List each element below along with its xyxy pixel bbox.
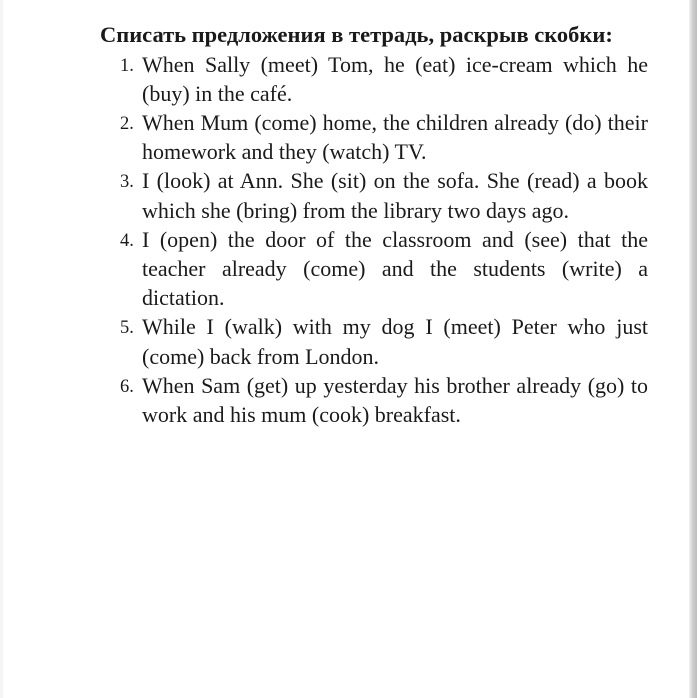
item-text: I (open) the door of the classroom and (see) that the teacher already (come) and the students (write) a dictation.: [142, 226, 648, 311]
item-number: 6.: [120, 376, 134, 397]
exercise-block: [100, 20, 648, 429]
item-number: 1.: [120, 55, 134, 76]
item-number: 2.: [120, 113, 134, 134]
exercise-item-2: [100, 108, 648, 166]
exercise-item-3: [100, 166, 648, 224]
item-text: When Mum (come) home, the children already (do) their homework and they (watch) TV.: [142, 109, 648, 165]
exercise-list: [100, 50, 648, 430]
exercise-item-4: [100, 225, 648, 313]
item-text: When Sally (meet) Tom, he (eat) ice-cream which he (buy) in the café.: [142, 51, 648, 106]
exercise-title: Списать предложения в тетрадь, раскрыв скобки:: [100, 22, 613, 47]
page-left-edge: [0, 0, 3, 698]
item-text: When Sam (get) up yesterday his brother already (go) to work and his mum (cook) breakfast.: [142, 372, 648, 427]
item-number: 4.: [120, 230, 134, 251]
item-number: 5.: [120, 318, 134, 339]
page-right-edge-shadow: [689, 0, 697, 698]
exercise-item-1: [100, 50, 648, 108]
item-text: I (look) at Ann. She (sit) on the sofa. She (read) a book which she (bring) from the library two days ago.: [142, 168, 648, 223]
exercise-item-6: [100, 371, 648, 429]
exercise-item-5: [100, 312, 648, 370]
item-text: While I (walk) with my dog I (meet) Peter who just (come) back from London.: [142, 314, 648, 369]
item-number: 3.: [120, 172, 134, 193]
